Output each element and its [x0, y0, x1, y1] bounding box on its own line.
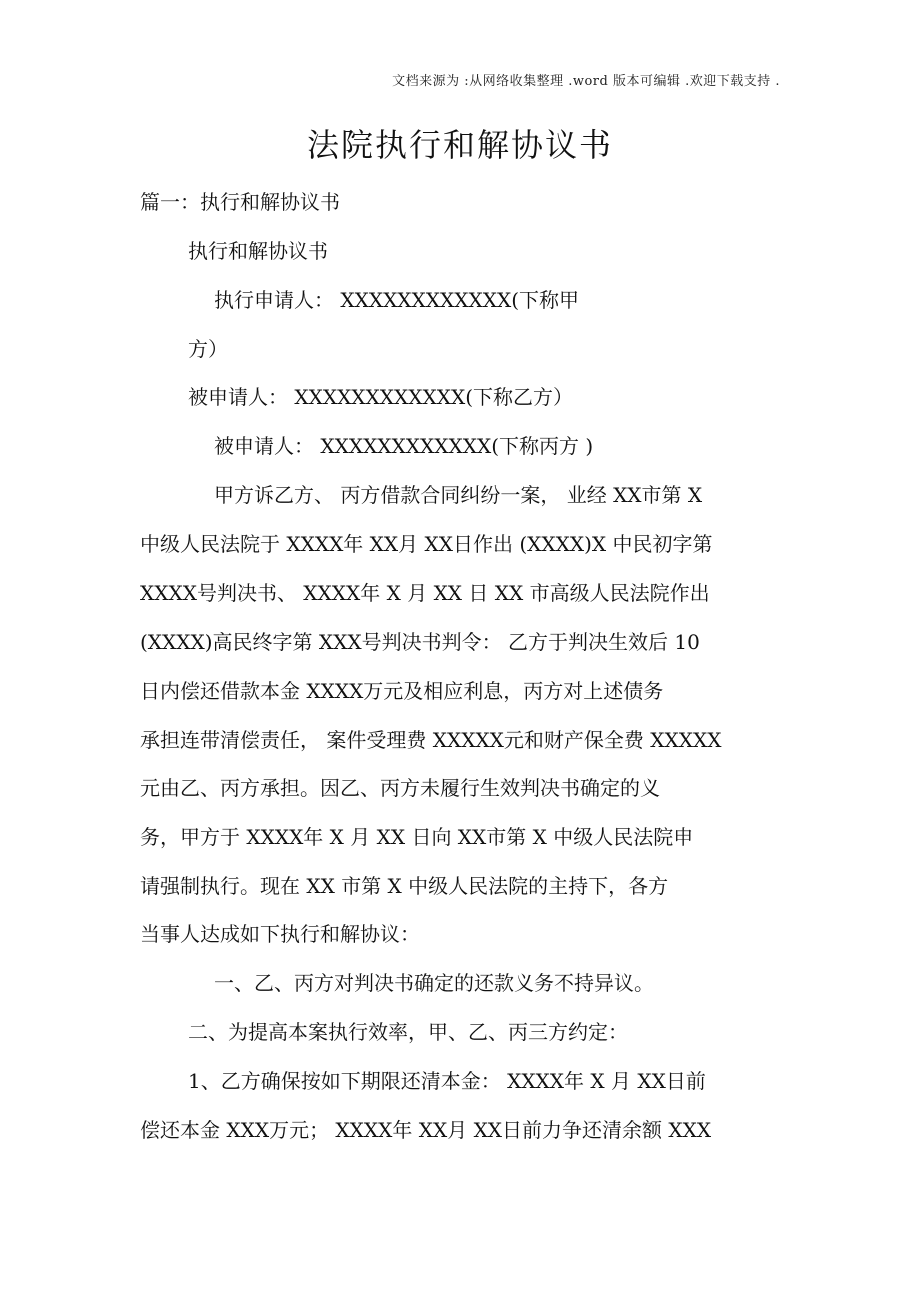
party-respondent-b: 被申请人： XXXXXXXXXXXX(下称乙方） — [188, 385, 574, 409]
body-paragraph-line: 日内偿还借款本金 XXXX万元及相应利息，丙方对上述债务 — [140, 679, 664, 703]
source-note: 文档来源为 :从网络收集整理 .word 版本可编辑 .欢迎下载支持 . — [392, 74, 780, 89]
party-applicant-cont: 方） — [188, 337, 228, 361]
clause-two-item-one-cont: 偿还本金 XXX万元； XXXX年 XX月 XX日前力争还清余额 XXX — [140, 1118, 712, 1142]
body-paragraph-line: 甲方诉乙方、 丙方借款合同纠纷一案， 业经 XX市第 X — [214, 483, 703, 507]
body-paragraph-line: 请强制执行。现在 XX 市第 X 中级人民法院的主持下，各方 — [140, 874, 669, 898]
section-heading: 篇一：执行和解协议书 — [140, 190, 340, 214]
body-paragraph-line: (XXXX)高民终字第 XXX号判决书判令： 乙方于判决生效后 10 — [140, 630, 700, 654]
clause-one: 一、乙、丙方对判决书确定的还款义务不持异议。 — [214, 971, 654, 995]
party-applicant: 执行申请人： XXXXXXXXXXXX(下称甲 — [214, 288, 580, 312]
body-paragraph-line: 元由乙、丙方承担。因乙、丙方未履行生效判决书确定的义 — [140, 776, 660, 800]
body-paragraph-line: 务，甲方于 XXXX年 X 月 XX 日向 XX市第 X 中级人民法院申 — [140, 825, 694, 849]
clause-two: 二、为提高本案执行效率，甲、乙、丙三方约定： — [188, 1020, 628, 1044]
body-paragraph-line: XXXX号判决书、 XXXX年 X 月 XX 日 XX 市高级人民法院作出 — [140, 581, 710, 605]
party-respondent-c: 被申请人： XXXXXXXXXXXX(下称丙方 ) — [214, 434, 594, 458]
document-title: 法院执行和解协议书 — [306, 126, 613, 164]
clause-two-item-one: 1、乙方确保按如下期限还清本金： XXXX年 X 月 XX日前 — [188, 1069, 706, 1093]
agreement-subtitle: 执行和解协议书 — [188, 239, 328, 263]
body-paragraph-line: 当事人达成如下执行和解协议： — [140, 922, 420, 946]
body-paragraph-line: 中级人民法院于 XXXX年 XX月 XX日作出 (XXXX)X 中民初字第 — [140, 532, 713, 556]
body-paragraph-line: 承担连带清偿责任， 案件受理费 XXXXX元和财产保全费 XXXXX — [140, 728, 722, 752]
